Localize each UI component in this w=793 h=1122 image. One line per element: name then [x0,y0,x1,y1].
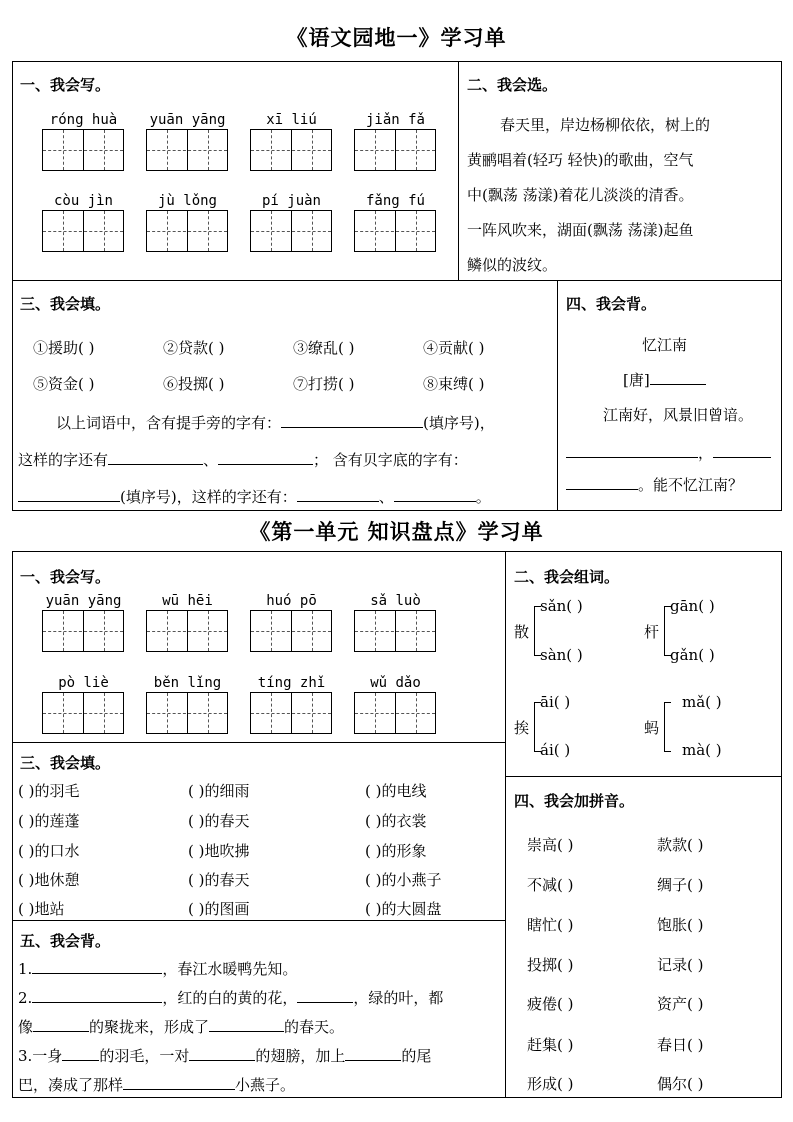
fill-item[interactable]: ( )地站 [18,900,65,918]
word-item[interactable]: ⑤资金( ) [33,375,95,393]
fill-text: 。 [475,488,491,506]
recite-text: ，红的白的黄的花， [162,989,298,1007]
recite-text: 2. [18,989,33,1007]
s3-heading: 三、我会填。 [20,754,111,772]
s1-heading: 一、我会写。 [20,568,111,586]
poem-blank[interactable] [713,443,771,458]
fill-item[interactable]: ( )地休憩 [18,871,80,889]
writing-grid[interactable] [354,129,436,171]
answer-blank[interactable] [297,487,379,502]
poem-title: 忆江南 [642,336,688,354]
answer-blank[interactable] [18,487,120,502]
recite-blank[interactable] [33,1017,89,1032]
pinyin-item[interactable]: 春日( ) [657,1036,704,1054]
group-char: 杆 [644,623,660,641]
pinyin-item[interactable]: 记录( ) [657,956,704,974]
choice-text: 春天里，岸边杨柳依依，树上的 [500,116,711,134]
fill-item[interactable]: ( )的小燕子 [365,871,442,889]
pinyin-item[interactable]: 款款( ) [657,836,704,854]
group-word[interactable]: mǎ( ) [682,693,722,711]
group-word[interactable]: sàn( ) [540,646,583,664]
pinyin: pò liè [58,675,109,691]
brace [664,702,671,752]
fill-item[interactable]: ( )的形象 [365,842,427,860]
fill-item[interactable]: ( )的春天 [188,812,250,830]
pinyin: jiǎn fǎ [365,112,425,128]
recite-blank[interactable] [123,1075,235,1090]
pinyin-item[interactable]: 赶集( ) [527,1036,574,1054]
writing-grid[interactable] [42,610,124,652]
recite-blank[interactable] [62,1046,99,1061]
poem-punct: ， [698,444,714,462]
pinyin: wǔ dǎo [370,675,421,691]
s4-heading: 四、我会背。 [566,295,657,313]
word-item[interactable]: ②贷款( ) [163,339,225,357]
word-item[interactable]: ①援助( ) [33,339,95,357]
group-char: 散 [514,623,530,641]
fill-item[interactable]: ( )的图画 [188,900,250,918]
fill-item[interactable]: ( )地吹拂 [188,842,250,860]
answer-blank[interactable] [281,413,423,428]
recite-blank[interactable] [297,988,353,1003]
word-item[interactable]: ⑦打捞( ) [293,375,355,393]
poem-line: 江南好，风景旧曾谙。 [603,406,754,424]
recite-text: 巴，凑成了那样 [18,1076,124,1094]
answer-blank[interactable] [218,450,313,465]
pinyin: huó pō [266,593,317,609]
writing-grid[interactable] [146,129,228,171]
writing-grid[interactable] [42,210,124,252]
writing-grid[interactable] [42,129,124,171]
group-char: 蚂 [644,719,660,737]
group-word[interactable]: ái( ) [540,741,571,759]
recite-text: 3.一身 [18,1047,63,1065]
writing-grid[interactable] [250,210,332,252]
s1-heading: 一、我会写。 [20,76,111,94]
pinyin: fǎng fú [365,193,425,209]
writing-grid[interactable] [354,610,436,652]
recite-text: ，春江水暖鸭先知。 [162,960,298,978]
recite-text: 像 [18,1018,34,1036]
pinyin: pí juàn [261,193,321,209]
choice-text: 中(飘荡 荡漾)着花儿淡淡的清香。 [467,186,694,204]
group-word[interactable]: āi( ) [540,693,571,711]
fill-item[interactable]: ( )的羽毛 [18,782,80,800]
s3-heading: 三、我会填。 [20,295,111,313]
pinyin: sǎ luò [370,593,421,609]
s4-heading: 四、我会加拼音。 [514,792,635,810]
choice-text: 一阵风吹来，湖面(飘荡 荡漾)起鱼 [467,221,694,239]
fill-text: 、 [203,451,219,469]
writing-grid[interactable] [250,129,332,171]
pinyin: wū hēi [162,593,213,609]
pinyin-item[interactable]: 不减( ) [527,876,574,894]
recite-text: 的尾 [401,1047,432,1065]
recite-text: 的翅膀，加上 [255,1047,346,1065]
writing-grid[interactable] [146,210,228,252]
pinyin: tíng zhǐ [257,675,326,691]
recite-text: 小燕子。 [235,1076,296,1094]
choice-text: 鳞似的波纹。 [467,256,558,274]
fill-text: (填序号)， [423,414,495,432]
fill-item[interactable]: ( )的大圆盘 [365,900,442,918]
pinyin-item[interactable]: 瞎忙( ) [527,916,574,934]
pinyin-item[interactable]: 形成( ) [527,1075,574,1093]
divider [12,280,782,281]
pinyin: běn lǐng [153,675,222,691]
pinyin-item[interactable]: 崇高( ) [527,836,574,854]
group-word[interactable]: sǎn( ) [540,597,583,615]
recite-text: ，绿的叶，都 [353,989,444,1007]
fill-text: (填序号)，这样的字还有： [120,488,297,506]
divider [505,776,782,777]
answer-blank[interactable] [394,487,476,502]
fill-text: 、 [378,488,394,506]
word-item[interactable]: ③缭乱( ) [293,339,355,357]
writing-grid[interactable] [42,692,124,734]
recite-blank[interactable] [189,1046,255,1061]
fill-text: 这样的字还有 [18,451,109,469]
word-item[interactable]: ④贡献( ) [423,339,485,357]
divider [458,61,459,281]
recite-text: 的聚拢来，形成了 [89,1018,210,1036]
pinyin-item[interactable]: 绸子( ) [657,876,704,894]
writing-grid[interactable] [354,692,436,734]
pinyin-item[interactable]: 资产( ) [657,995,704,1013]
choice-text: 黄鹂唱着(轻巧 轻快)的歌曲，空气 [467,151,694,169]
fill-item[interactable]: ( )的衣裳 [365,812,427,830]
s2-heading: 二、我会选。 [467,76,558,94]
recite-text: 1. [18,960,33,978]
s2-heading: 二、我会组词。 [514,568,620,586]
group-word[interactable]: gǎn( ) [670,646,715,664]
divider [12,742,506,743]
pinyin: jù lǒng [157,193,217,209]
pinyin: xī liú [266,112,317,128]
pinyin-item[interactable]: 投掷( ) [527,956,574,974]
recite-text: 的春天。 [284,1018,345,1036]
divider [505,551,506,1098]
recite-blank[interactable] [32,988,162,1003]
writing-grid[interactable] [146,610,228,652]
recite-blank[interactable] [32,959,162,974]
s5-heading: 五、我会背。 [20,932,111,950]
group-char: 挨 [514,719,530,737]
sheet1-title: 《语文园地一》学习单 [286,25,507,50]
group-word[interactable]: gān( ) [670,597,715,615]
writing-grid[interactable] [354,210,436,252]
fill-item[interactable]: ( )的电线 [365,782,427,800]
group-word[interactable]: mà( ) [682,741,722,759]
writing-grid[interactable] [250,692,332,734]
divider [12,920,506,921]
pinyin: róng huà [49,112,118,128]
fill-item[interactable]: ( )的口水 [18,842,80,860]
fill-item[interactable]: ( )的春天 [188,871,250,889]
poem-line: 。能不忆江南？ [638,476,744,494]
fill-text: ； 含有贝字底的字有： [313,451,468,469]
writing-grid[interactable] [146,692,228,734]
poem-blank[interactable] [566,443,698,458]
word-item[interactable]: ⑥投掷( ) [163,375,225,393]
sheet2-title: 《第一单元 知识盘点》学习单 [249,519,544,544]
answer-blank[interactable] [108,450,203,465]
recite-blank[interactable] [209,1017,284,1032]
author-blank[interactable] [650,370,706,385]
pinyin: còu jìn [53,193,113,209]
pinyin-item[interactable]: 饱胀( ) [657,916,704,934]
recite-blank[interactable] [345,1046,401,1061]
poem-dynasty: [唐] [623,371,650,389]
divider [557,280,558,511]
pinyin: yuān yāng [45,593,122,609]
pinyin: yuān yāng [149,112,226,128]
recite-text: 的羽毛，一对 [99,1047,190,1065]
fill-item[interactable]: ( )的细雨 [188,782,250,800]
poem-blank[interactable] [566,475,638,490]
word-item[interactable]: ⑧束缚( ) [423,375,485,393]
pinyin-item[interactable]: 疲倦( ) [527,995,574,1013]
fill-item[interactable]: ( )的莲蓬 [18,812,80,830]
writing-grid[interactable] [250,610,332,652]
pinyin-item[interactable]: 偶尔( ) [657,1075,704,1093]
fill-text: 以上词语中，含有提手旁的字有： [56,414,282,432]
